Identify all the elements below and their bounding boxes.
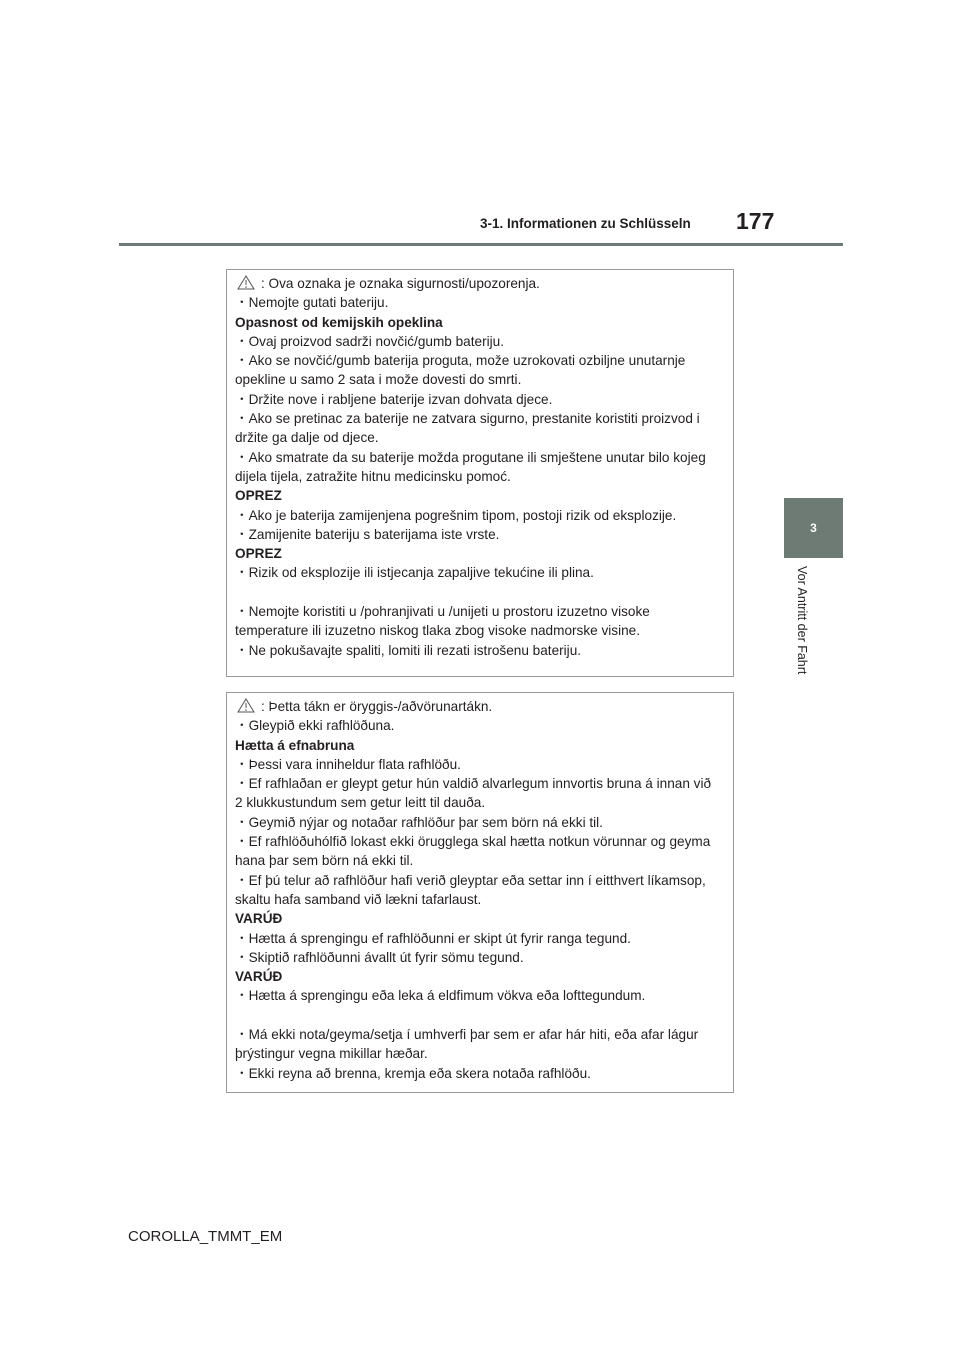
warning-line — [235, 871, 733, 890]
warning-line-text: hana þar sem börn ná ekki til. — [235, 853, 414, 869]
warning-line-text: dijela tijela, zatražite hitnu medicinsku pomoć. — [235, 468, 511, 484]
warning-line-text: skaltu hafa samband við lækni tafarlaust. — [235, 891, 482, 907]
warning-line — [235, 293, 733, 312]
chapter-tab — [784, 498, 843, 558]
warning-line-text: ・Hætta á sprengingu ef rafhlöðunni er skipt út fyrir ranga tegund. — [235, 930, 631, 946]
warning-line — [235, 428, 733, 447]
warning-line — [235, 563, 733, 582]
warning-line — [235, 1025, 733, 1044]
warning-line-text: ・Má ekki nota/geyma/setja í umhverfi þar sem er afar hár hiti, eða afar lágur — [235, 1027, 699, 1043]
warning-box-icelandic — [226, 692, 734, 1093]
warning-line-text: VARÚÐ — [235, 911, 283, 927]
warning-line — [235, 909, 733, 928]
warning-line-text: ・Ako smatrate da su baterije možda progutane ili smještene unutar bilo kojeg — [235, 449, 706, 465]
warning-line-text: : Ova oznaka je oznaka sigurnosti/upozorenja. — [261, 276, 540, 291]
warning-line-text: ・Ako se novčić/gumb baterija proguta, može uzrokovati ozbiljne unutarnje — [235, 353, 686, 369]
warning-line — [235, 641, 733, 660]
warning-line — [235, 448, 733, 467]
page-number: 177 — [736, 208, 775, 234]
chapter-side-label: Vor Antritt der Fahrt — [795, 566, 809, 675]
warning-line — [235, 390, 733, 409]
warning-line-text: OPREZ — [235, 546, 282, 562]
warning-line — [235, 967, 733, 986]
warning-line — [235, 525, 733, 544]
warning-line — [235, 370, 733, 389]
warning-box-croatian — [226, 269, 734, 677]
blank-line — [235, 583, 733, 602]
warning-line — [235, 313, 733, 332]
warning-line-text: ・Gleypið ekki rafhlöðuna. — [235, 718, 395, 734]
warning-line-text: opekline u samo 2 sata i može dovesti do smrti. — [235, 372, 522, 388]
warning-triangle-icon — [237, 275, 255, 290]
warning-line-text: ・Nemojte gutati bateriju. — [235, 295, 389, 311]
warning-line-text: ・Ef þú telur að rafhlöður hafi verið gleyptar eða settar inn í eitthvert líkamsop, — [235, 872, 706, 888]
warning-line-text: ・Hætta á sprengingu eða leka á eldfimum vökva eða lofttegundum. — [235, 988, 646, 1004]
warning-line-text: OPREZ — [235, 488, 282, 504]
warning-line-text: ・Držite nove i rabljene baterije izvan dohvata djece. — [235, 391, 553, 407]
warning-line — [235, 351, 733, 370]
warning-line — [235, 986, 733, 1005]
warning-line-text: 2 klukkustundum sem getur leitt til dauða. — [235, 795, 486, 811]
warning-line-text: ・Geymið nýjar og notaðar rafhlöður þar sem börn ná ekki til. — [235, 814, 603, 830]
warning-line-text: ・Ef rafhlaðan er gleypt getur hún valdið alvarlegum innvortis bruna á innan við — [235, 776, 712, 792]
warning-line — [235, 813, 733, 832]
warning-line-text: ・Ekki reyna að brenna, kremja eða skera notaða rafhlöðu. — [235, 1065, 591, 1081]
warning-line — [235, 486, 733, 505]
warning-line-text: Hætta á efnabruna — [235, 737, 355, 753]
warning-line-text: : Þetta tákn er öryggis-/aðvörunartákn. — [261, 699, 493, 714]
warning-line — [235, 793, 733, 812]
warning-line — [235, 621, 733, 640]
warning-line — [235, 716, 733, 735]
header-rule — [119, 243, 843, 246]
warning-line — [235, 755, 733, 774]
warning-line — [235, 274, 733, 293]
warning-line-text: ・Rizik od eksplozije ili istjecanja zapaljive tekućine ili plina. — [235, 565, 594, 581]
warning-line-text: Opasnost od kemijskih opeklina — [235, 314, 443, 330]
warning-triangle-icon — [237, 698, 255, 713]
warning-line-text: þrýstingur vegna mikillar hæðar. — [235, 1046, 428, 1062]
warning-line — [235, 832, 733, 851]
warning-line — [235, 851, 733, 870]
warning-line-text: temperature ili izuzetno niskog tlaka zbog visoke nadmorske visine. — [235, 623, 640, 639]
warning-line — [235, 1044, 733, 1063]
warning-line-text: VARÚÐ — [235, 969, 283, 985]
warning-line-text: ・Skiptið rafhlöðunni ávallt út fyrir sömu tegund. — [235, 949, 524, 965]
warning-line-text: ・Þessi vara inniheldur flata rafhlöðu. — [235, 756, 461, 772]
warning-line-text: ・Ovaj proizvod sadrži novčić/gumb bateriju. — [235, 333, 504, 349]
warning-line — [235, 890, 733, 909]
warning-line — [235, 332, 733, 351]
warning-line-text: ・Ef rafhlöðuhólfið lokast ekki örugglega skal hætta notkun vörunnar og geyma — [235, 834, 711, 850]
warning-line — [235, 948, 733, 967]
section-title: 3-1. Informationen zu Schlüsseln — [480, 216, 691, 231]
warning-line — [235, 544, 733, 563]
warning-line-text: ・Nemojte koristiti u /pohranjivati u /unijeti u prostoru izuzetno visoke — [235, 604, 650, 620]
warning-line — [235, 697, 733, 716]
warning-line — [235, 774, 733, 793]
warning-line-text: držite ga dalje od djece. — [235, 430, 379, 446]
warning-line — [235, 506, 733, 525]
warning-line-text: ・Zamijenite bateriju s baterijama iste vrste. — [235, 526, 500, 542]
warning-line-text: ・Ne pokušavajte spaliti, lomiti ili rezati istrošenu bateriju. — [235, 642, 582, 658]
warning-line — [235, 929, 733, 948]
chapter-number: 3 — [810, 521, 817, 535]
warning-line — [235, 736, 733, 755]
blank-line — [235, 1006, 733, 1025]
warning-line — [235, 467, 733, 486]
footer-doc-code: COROLLA_TMMT_EM — [128, 1228, 283, 1245]
warning-line-text: ・Ako je baterija zamijenjena pogrešnim tipom, postoji rizik od eksplozije. — [235, 507, 677, 523]
warning-line-text: ・Ako se pretinac za baterije ne zatvara sigurno, prestanite koristiti proizvod i — [235, 411, 700, 427]
warning-line — [235, 602, 733, 621]
warning-line — [235, 409, 733, 428]
warning-line — [235, 1064, 733, 1083]
